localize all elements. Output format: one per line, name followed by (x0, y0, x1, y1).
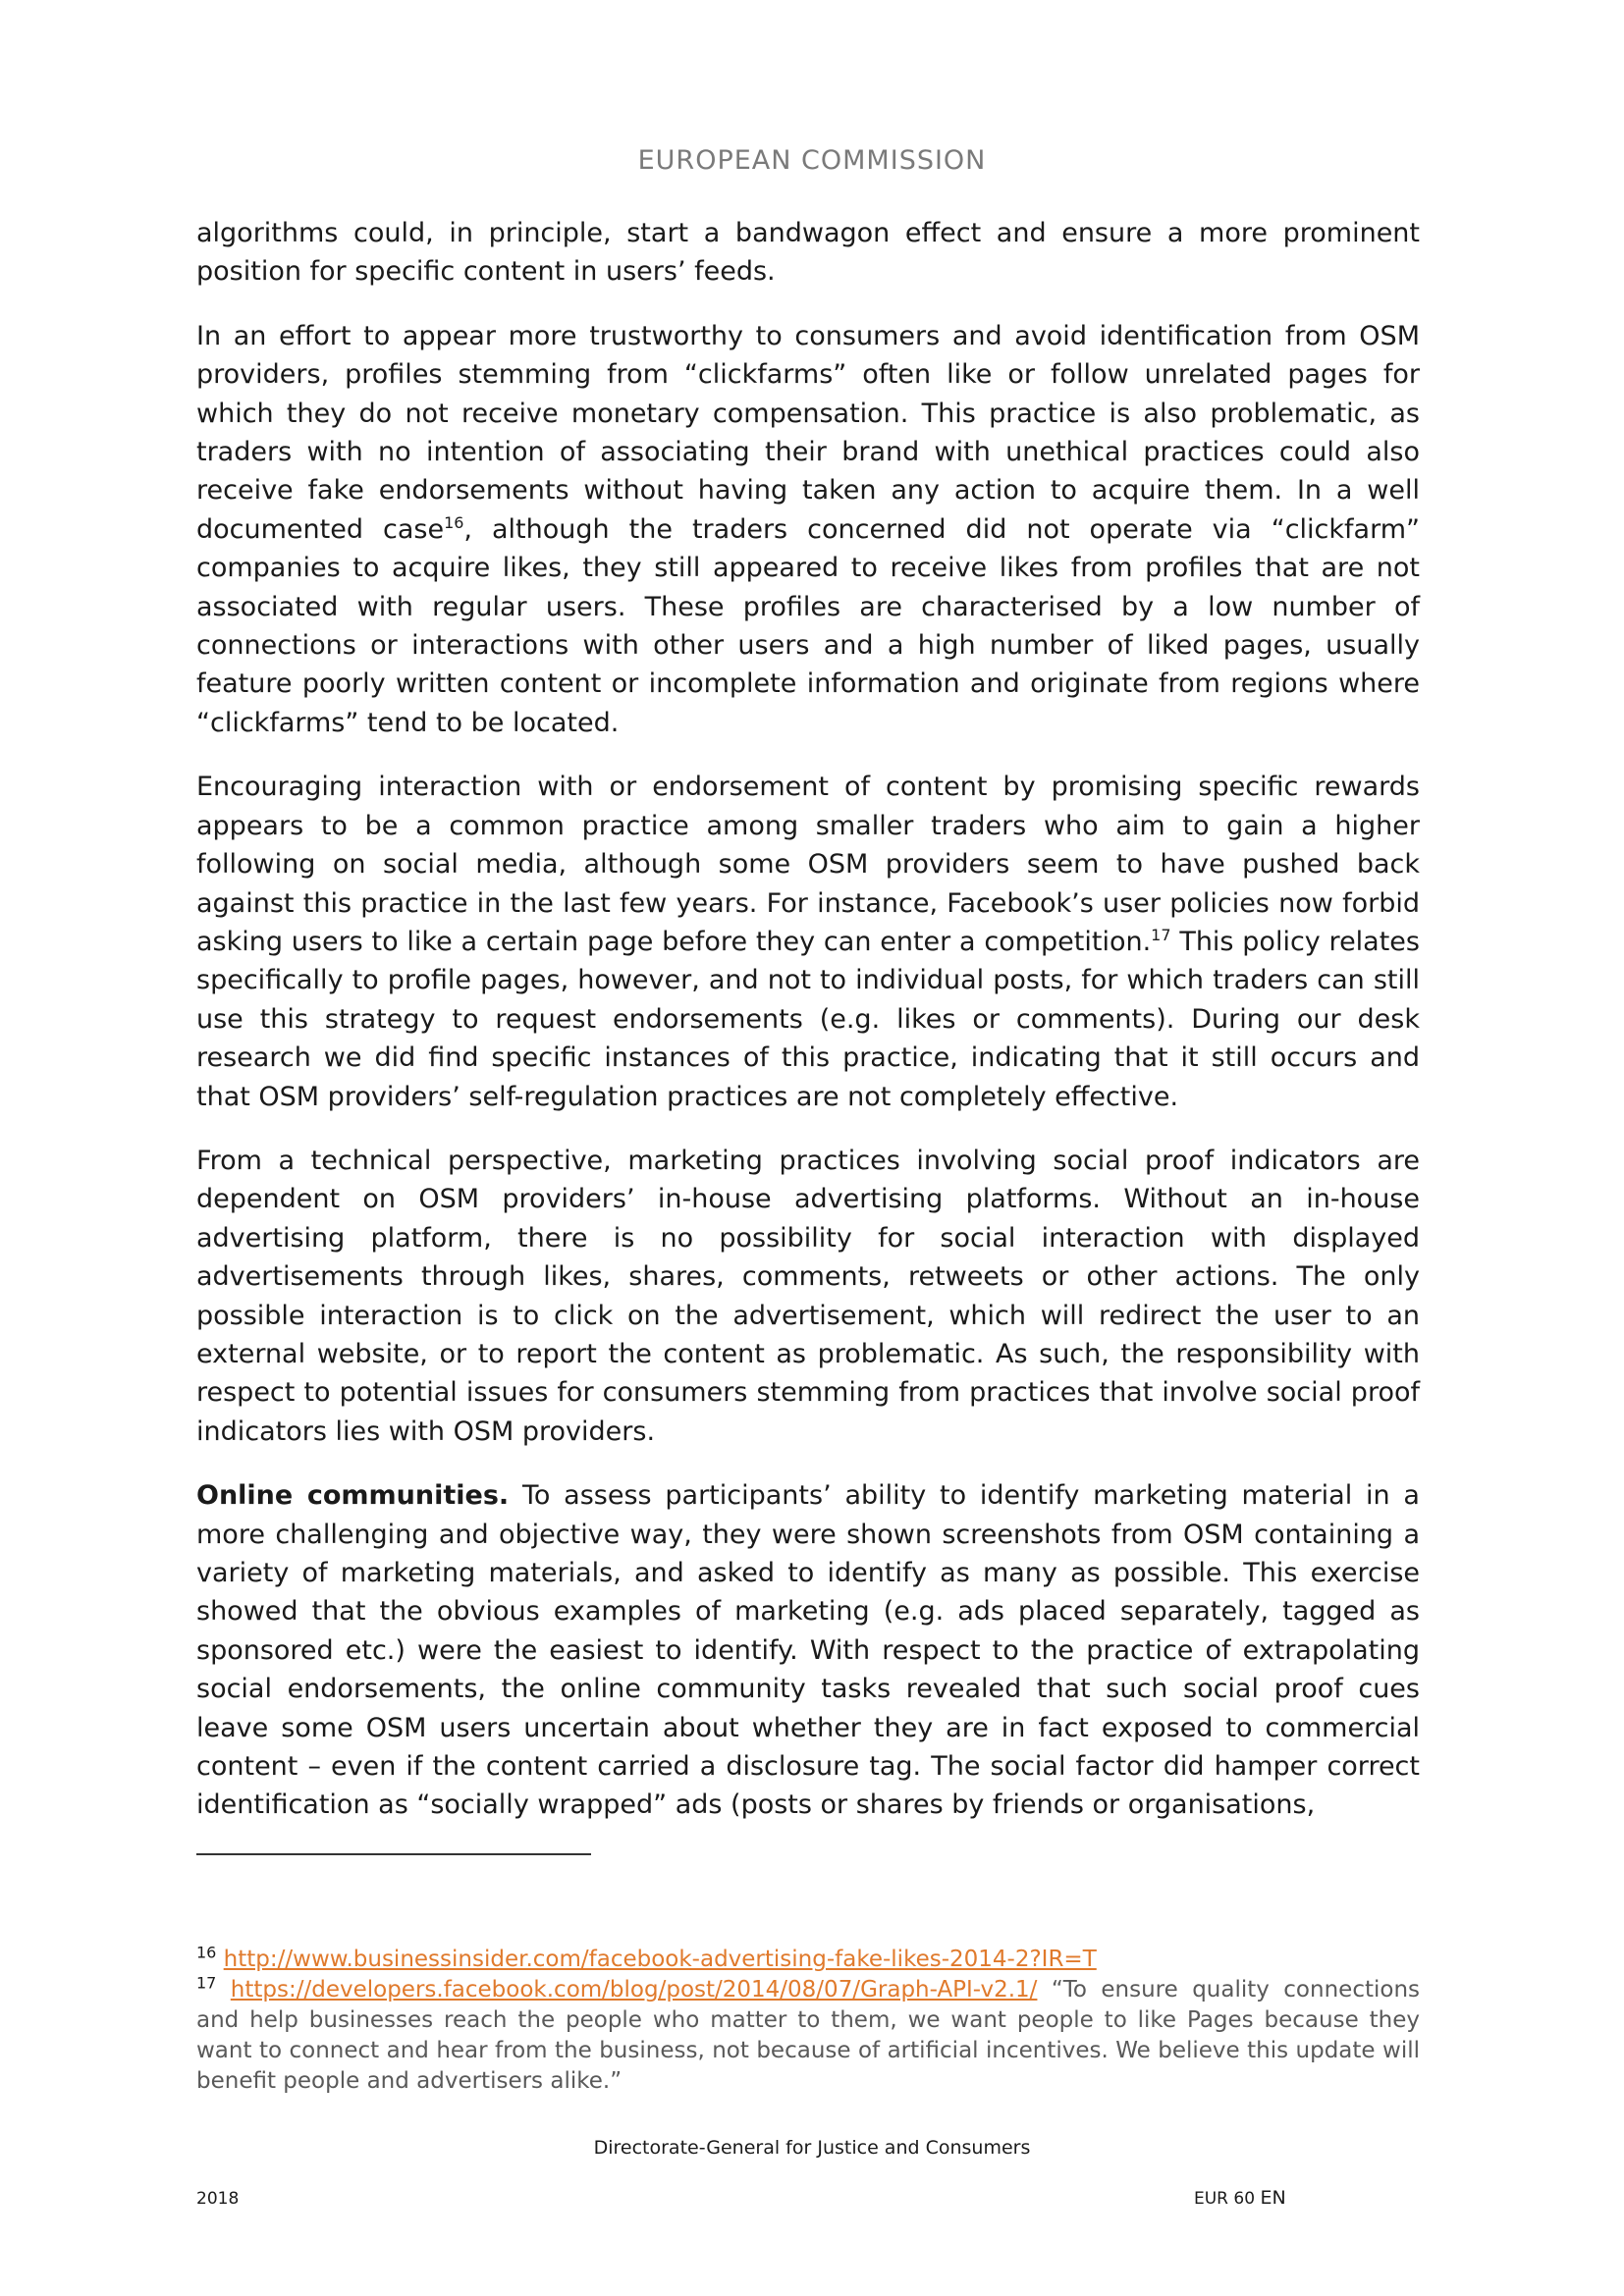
paragraph-clickfarms-text-b: , although the traders concerned did not operate via “clickfarm” companies to acquire likes, they still appeared to receive likes from profiles that are not associated with regular users. These profiles are characterised by a low number of connections or interactions with other users and a high number of liked pages, usually feature poorly written content or incomplete information and originate from regions where “clickfarms” tend to be located. (196, 513, 1420, 738)
footnote-ref-17[interactable]: 17 (1151, 925, 1171, 944)
footer-directorate: Directorate-General for Justice and Consumers (593, 2137, 1031, 2159)
footnote-16-link[interactable]: http://www.businessinsider.com/facebook-advertising-fake-likes-2014-2?IR=T (223, 1947, 1097, 1972)
page-header-title: EUROPEAN COMMISSION (637, 145, 987, 176)
footnote-separator (196, 1853, 591, 1855)
footnote-17 (196, 1975, 1420, 2097)
footer-lang: EN (1260, 2187, 1286, 2209)
paragraph-clickfarms (196, 317, 1420, 742)
footnote-17-mark: 17 (196, 1973, 217, 1993)
footnote-16 (196, 1945, 1420, 1975)
footer-year: 2018 (196, 2189, 240, 2209)
footer-page-number (1194, 2187, 1286, 2209)
footnote-17-text: “To ensure quality connections and help businesses reach the people who matter to them, we want people to like Pages because they want to connect and hear from the business, not because of artificial incentives. We believe this update will benefit people and advertisers alike.” (196, 1977, 1420, 2094)
section-lead-online-communities: Online communities. (196, 1480, 510, 1512)
main-content (196, 214, 1420, 1850)
footnote-17-link[interactable]: https://developers.facebook.com/blog/post/2014/08/07/Graph-API-v2.1/ (230, 1977, 1038, 2002)
paragraph-rewards-text-a: Encouraging interaction with or endorsement of content by promising specific rewards appears to be a common practice among smaller traders who aim to gain a higher following on social media, although some OSM providers seem to have pushed back against this practice in the last few years. For instance, Facebook’s user policies now forbid asking users to like a certain page before they can enter a competition. (196, 772, 1420, 957)
paragraph-technical-perspective: From a technical perspective, marketing practices involving social proof indicators are dependent on OSM providers’ in-house advertising platforms. Without an in-house advertising platform, there is no possibility for social interaction with displayed advertisements through likes, shares, comments, retweets or other actions. The only possible interaction is to click on the advertisement, which will redirect the user to an external website, or to report the content as problematic. As such, the responsibility with respect to potential issues for consumers stemming from practices that involve social proof indicators lies with OSM providers. (196, 1145, 1420, 1447)
footer-doc-code: EUR 60 (1194, 2189, 1256, 2209)
footnotes (196, 1945, 1420, 2097)
paragraph-rewards (196, 768, 1420, 1116)
footnote-ref-16[interactable]: 16 (444, 512, 464, 532)
paragraph-online-communities-text: To assess participants’ ability to identify marketing material in a more challenging and objective way, they were shown screenshots from OSM containing a variety of marketing materials, and asked to identify as many as possible. This exercise showed that the obvious examples of marketing (e.g. ads placed separately, tagged as sponsored etc.) were the easiest to identify. With respect to the practice of extrapolating social endorsements, the online community tasks revealed that such social proof cues leave some OSM users uncertain about whether they are in fact exposed to commercial content – even if the content carried a disclosure tag. The social factor did hamper correct identification as “socially wrapped” ads (posts or shares by friends or organisations, (196, 1480, 1420, 1821)
paragraph-rewards-text-b: This policy relates specifically to profile pages, however, and not to individual posts, for which traders can still use this strategy to request endorsements (e.g. likes or comments). During our desk research we did find specific instances of this practice, indicating that it still occurs and that OSM providers’ self-regulation practices are not completely effective. (196, 926, 1420, 1112)
paragraph-clickfarms-text-a: In an effort to appear more trustworthy to consumers and avoid identification from OSM providers, profiles stemming from “clickfarms” often like or follow unrelated pages for which they do not receive monetary compensation. This practice is also problematic, as traders with no intention of associating their brand with unethical practices could also receive fake endorsements without having taken any action to acquire them. In a well documented case (196, 320, 1420, 545)
paragraph-bandwagon: algorithms could, in principle, start a bandwagon effect and ensure a more prominent position for specific content in users’ feeds. (196, 218, 1420, 288)
paragraph-online-communities (196, 1476, 1420, 1825)
footnote-16-mark: 16 (196, 1943, 217, 1962)
